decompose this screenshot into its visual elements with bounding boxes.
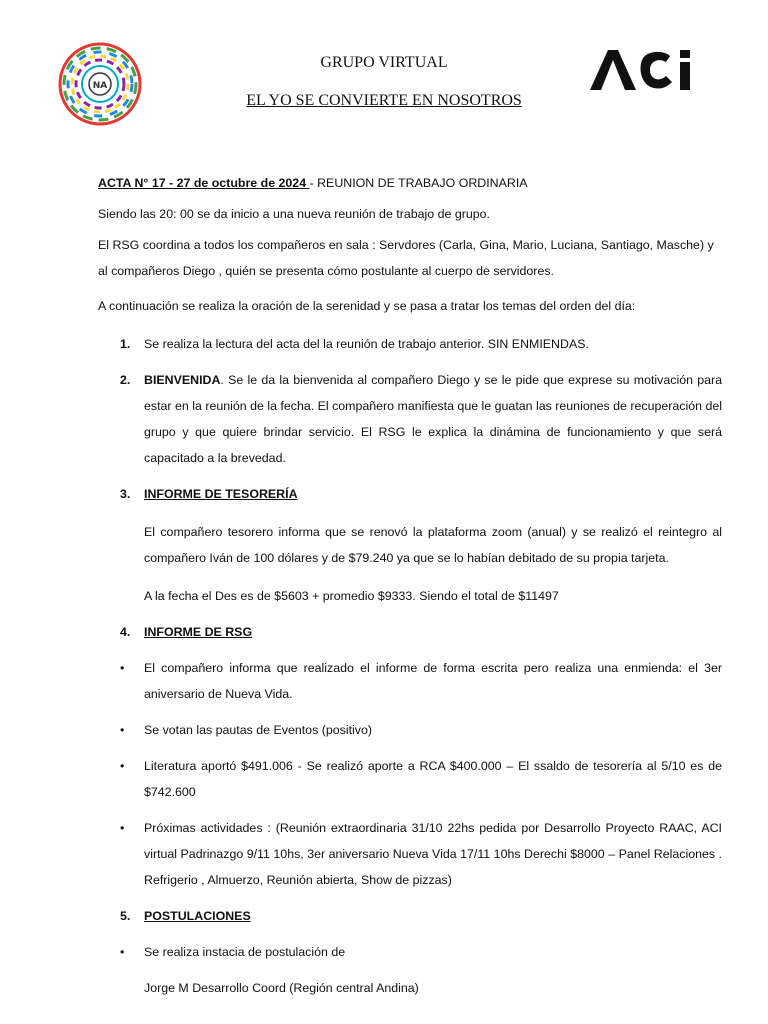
- bullet-text: El compañero informa que realizado el informe de forma escrita pero realiza una enmienda: el 3er aniversario de Nueva Vida.: [144, 661, 722, 701]
- bullet-icon: •: [120, 759, 125, 773]
- item-number: 4.: [120, 625, 131, 639]
- document-body: [98, 174, 722, 1011]
- acta-heading-line: [98, 174, 722, 192]
- paragraph-attendance: El RSG coordina a todos los compañeros en sala : Servdores (Carla, Gina, Mario, Luciana, Santiago, Masche) y al compañeros Diego , quién se presenta cómo postulante al cuerpo de servidores.: [98, 238, 714, 278]
- treasury-paragraph: El compañero tesorero informa que se renovó la plataforma zoom (anual) y se realizó el reintegro al compañero Iván de 100 dólares y de $79.240 ya que se lo habían debitado de su propia tarjeta.: [144, 525, 722, 565]
- acta-heading-rest: - REUNION DE TRABAJO ORDINARIA: [309, 176, 528, 190]
- item-heading: INFORME DE TESORERÍA: [144, 487, 298, 501]
- item-heading: POSTULACIONES: [144, 909, 251, 923]
- bullet-item: [98, 753, 722, 805]
- agenda-item-3: [98, 481, 722, 609]
- candidate-line: [98, 975, 722, 1001]
- candidate-text: Jorge M Desarrollo Coord (Región central Andina): [144, 981, 419, 995]
- agenda-item-5: [98, 903, 722, 929]
- acta-heading: ACTA N° 17 - 27 de octubre de 2024: [98, 176, 310, 190]
- bullet-item: [98, 815, 722, 893]
- item-number: 1.: [120, 337, 131, 351]
- bullet-icon: •: [120, 821, 125, 835]
- paragraph-agenda-intro: A continuación se realiza la oración de la serenidad y se pasa a tratar los temas del orden del día:: [98, 299, 636, 313]
- header-title: GRUPO VIRTUAL: [320, 54, 448, 71]
- item-number: 5.: [120, 909, 131, 923]
- bullet-text: Próximas actividades : (Reunión extraordinaria 31/10 22hs pedida por Desarrollo Proyecto RAAC, ACI virtual Padrinazgo 9/11 10hs, 3er aniversario Nueva Vida 17/11 10hs Derechi $8000 – Panel Relaciones . Refrigerio , Almuerzo, Reunión abierta, Show de pizzas): [144, 821, 722, 887]
- bullet-icon: •: [120, 723, 125, 737]
- header-subtitle: EL YO SE CONVIERTE EN NOSOTROS: [246, 92, 522, 109]
- item-text: Se realiza la lectura del acta del la reunión de trabajo anterior. SIN ENMIENDAS.: [144, 337, 589, 351]
- item-bold-label: BIENVENIDA: [144, 373, 221, 387]
- item-heading: INFORME DE RSG: [144, 625, 253, 639]
- bullet-item: [98, 717, 722, 743]
- bullet-item: [98, 939, 722, 965]
- treasury-balance: A la fecha el Des es de $5603 + promedio $9333. Siendo el total de $11497: [144, 589, 559, 603]
- bullet-icon: •: [120, 661, 125, 675]
- bullet-item: [98, 655, 722, 707]
- seal-center-text: NA: [92, 81, 108, 91]
- bullet-text: Literatura aportó $491.006 - Se realizó aporte a RCA $400.000 – El ssaldo de tesorería al 5/10 es de $742.600: [144, 759, 722, 799]
- agenda-item-2: [98, 367, 722, 471]
- item-number: 2.: [120, 373, 131, 387]
- paragraph-opening: Siendo las 20: 00 se da inicio a una nueva reunión de trabajo de grupo.: [98, 207, 490, 221]
- bullet-text: Se realiza instacia de postulación de: [144, 945, 346, 959]
- item-body: . Se le da la bienvenida al compañero Diego y se le pide que exprese su motivación para estar en la reunión de la fecha. El compañero manifiesta que le guatan las reuniones de recuperación del grupo y que quiere brindar servicio. El RSG le explica la dinámina de funcionamiento y que será capacitado a la brevedad.: [144, 373, 722, 465]
- agenda-item-4: [98, 619, 722, 645]
- bullet-text: Se votan las pautas de Eventos (positivo): [144, 723, 372, 737]
- item-number: 3.: [120, 487, 131, 501]
- item-text: [144, 367, 722, 471]
- bullet-icon: •: [120, 945, 125, 959]
- agenda-item-1: [98, 331, 722, 357]
